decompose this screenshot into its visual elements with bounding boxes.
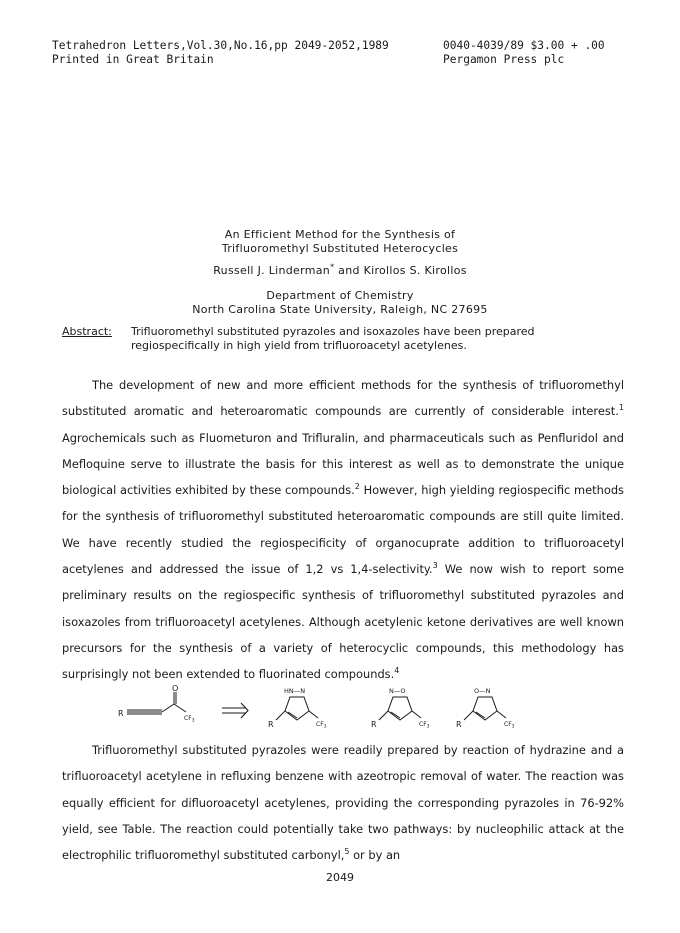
isoxazole-n-o: N—O <box>389 687 406 695</box>
substituent-r-4: R <box>456 720 462 729</box>
abstract-text: Trifluoromethyl substituted pyrazoles and isoxazoles have been prepared regiospecifically in high yield from trifluoroacetyl acetylenes. <box>131 325 535 352</box>
substituent-r-3: R <box>371 720 377 729</box>
reaction-scheme <box>110 684 570 740</box>
p1-sentence-4: We now wish to report some preliminary results on the regiospecific synthesis of trifluoromethyl substituted pyrazoles and isoxazoles from trifluoroacetyl acetylenes. Although acetylenic ketone derivatives are well known precursors for the synthesis of a variety of heterocyclic compounds, this methodology has surprisingly not been extended to fluorinated compounds. <box>62 562 624 682</box>
yields-arrow <box>222 703 248 718</box>
corresponding-author-mark: * <box>330 262 335 272</box>
cf3-group-1: $CF_3$ <box>184 715 195 724</box>
affiliation-department: Department of Chemistry <box>266 289 414 302</box>
starting-material-ynone <box>118 684 195 724</box>
affiliation-university: North Carolina State University, Raleigh, NC 27695 <box>192 303 488 316</box>
pyrazole-product <box>268 687 327 730</box>
ref-4[interactable]: 4 <box>394 666 400 676</box>
journal-header-left <box>52 39 389 67</box>
p2-sentence-1: Trifluoromethyl substituted pyrazoles were readily prepared by reaction of hydrazine and a trifluoroacetyl acetylene in refluxing benzene with azeotropic removal of water. The reaction was equally efficient for difluoroacetyl acetylenes, providing the corresponding pyrazoles in 76-92% yield, see Table. The reaction could potentially take two pathways: by nucleophilic attack at the electrophilic trifluoromethyl substituted carbonyl, <box>62 743 624 863</box>
printed-in: Printed in Great Britain <box>52 53 214 66</box>
issn-price: 0040-4039/89 $3.00 + .00 <box>443 39 605 52</box>
pyrazole-hn-n: HN—N <box>284 687 306 695</box>
ref-1[interactable]: 1 <box>618 403 624 413</box>
page-number: 2049 <box>326 871 354 884</box>
p2-sentence-2: or by an <box>349 848 401 863</box>
p1-sentence-2: Agrochemicals such as Fluometuron and Trifluralin, and pharmaceuticals such as Penfluridol and Mefloquine serve to illustrate the basis for this interest as well as to demonstrate the unique biological activities exhibited by these compounds. <box>62 430 624 498</box>
ref-3[interactable]: 3 <box>432 561 438 571</box>
journal-header-right <box>443 39 605 67</box>
isoxazole-o-n: O—N <box>474 687 491 695</box>
p1-sentence-1: The development of new and more efficient methods for the synthesis of trifluoromethyl substituted aromatic and heteroaromatic compounds are currently of considerable interest. <box>62 378 624 419</box>
p1-sentence-3: However, high yielding regiospecific methods for the synthesis of trifluoromethyl substituted heteroaromatic compounds are still quite limited. We have recently studied the regiospecificity of organocuprate addition to trifluoroacetyl acetylenes and addressed the issue of 1,2 vs 1,4-selectivity. <box>62 483 624 577</box>
abstract-label: Abstract: <box>62 325 112 338</box>
cf3-group-2: $CF_3$ <box>316 721 327 730</box>
journal-citation: Tetrahedron Letters,Vol.30,No.16,pp 2049-2052,1989 <box>52 39 389 52</box>
paragraph-1-text <box>62 372 624 688</box>
cf3-group-4: $CF_3$ <box>504 721 515 730</box>
paragraph-1 <box>62 372 624 688</box>
paragraph-2 <box>62 737 624 868</box>
authors <box>0 264 680 277</box>
title-line-2: Trifluoromethyl Substituted Heterocycles <box>221 242 459 255</box>
ref-2[interactable]: 2 <box>354 482 360 492</box>
title-line-1: An Efficient Method for the Synthesis of <box>224 228 456 241</box>
substituent-r-1: R <box>118 709 124 718</box>
publisher: Pergamon Press plc <box>443 53 565 66</box>
ref-5[interactable]: 5 <box>344 847 350 857</box>
paragraph-2-text <box>62 737 624 868</box>
carbonyl-oxygen: O <box>172 684 179 693</box>
author-1: Russell J. Linderman <box>213 264 331 277</box>
isoxazole-product-2 <box>456 687 515 730</box>
isoxazole-product-1 <box>371 687 430 730</box>
cf3-group-3: $CF_3$ <box>419 721 430 730</box>
author-2: and Kirollos S. Kirollos <box>334 264 467 277</box>
substituent-r-2: R <box>268 720 274 729</box>
